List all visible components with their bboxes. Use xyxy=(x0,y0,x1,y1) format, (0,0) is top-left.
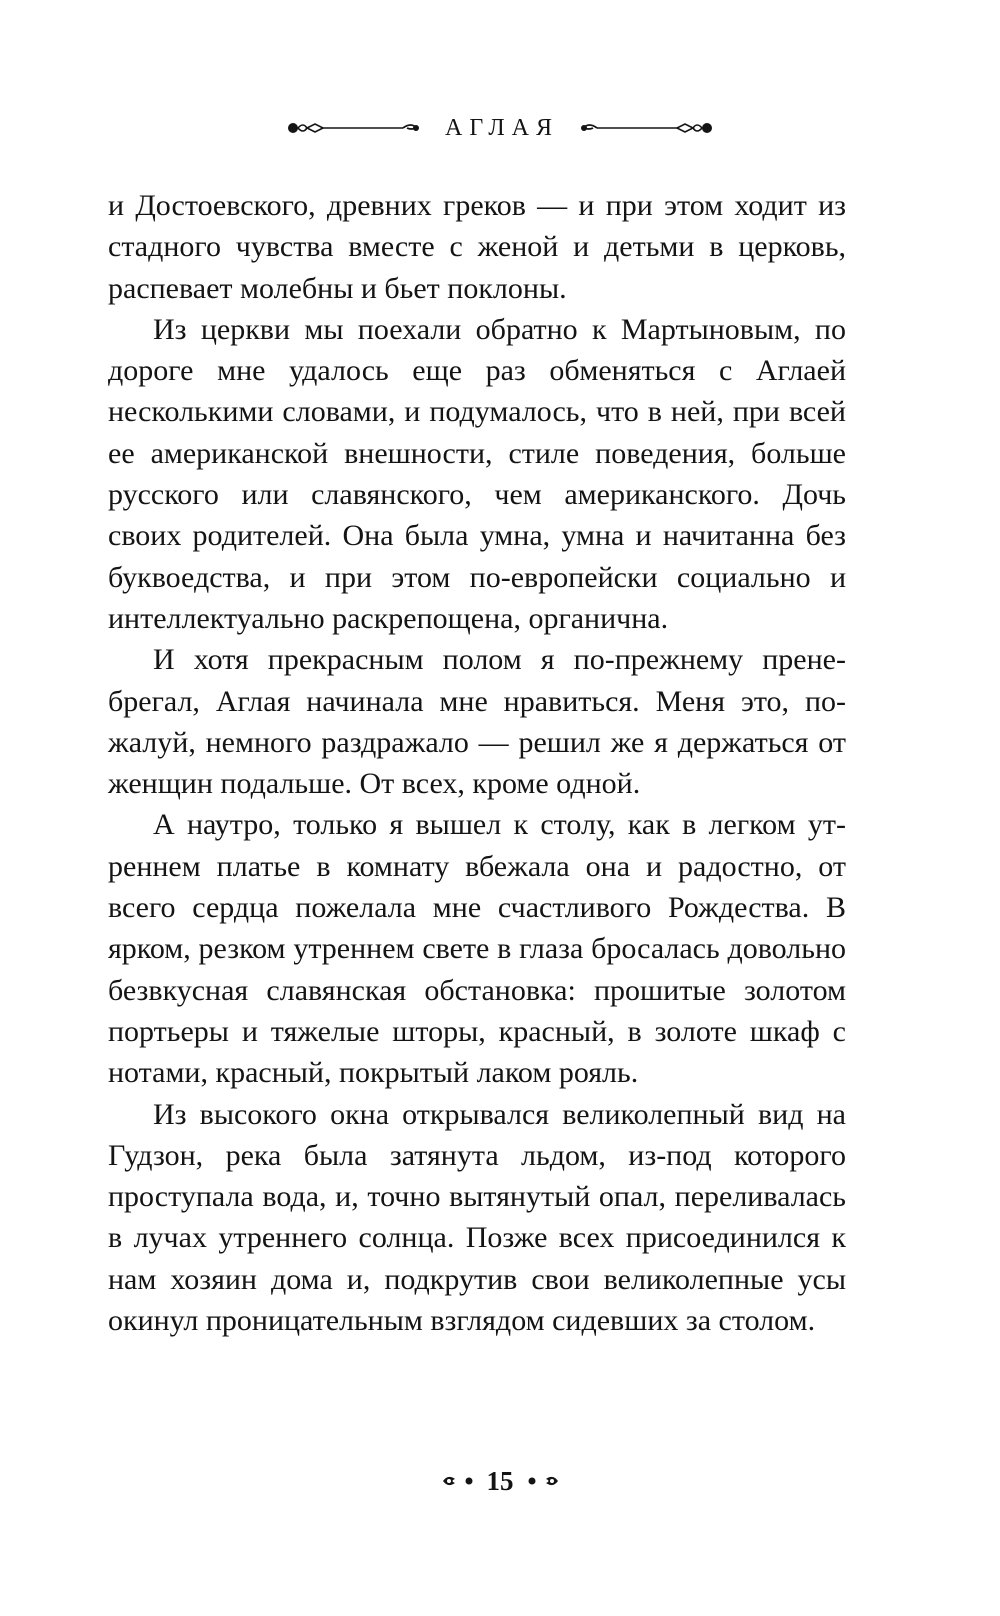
paragraph-2: Из церкви мы поехали обратно к Мартыновым, по дороге мне удалось еще раз обменяться с Аглаей несколькими словами, и подумалось, что в ней, при всей ее американской внешности, стиле поведения, больше русского или славянского, чем американского. Дочь своих родителей. Она была умна, умна и начитанна без буквоедства, и при этом по-европейски социально и интеллектуально раскрепощена, органична. xyxy=(108,312,846,635)
body-text xyxy=(108,185,846,1341)
paragraph-3: И хотя прекрасным полом я по-прежнему пренебрегал, Аглая начинала мне нравиться. Меня это, пожалуй, немного раздражало — решил же я держаться от женщин подальше. От всех, кроме одной. xyxy=(108,643,846,801)
left-flourish-icon xyxy=(285,116,425,140)
running-header xyxy=(0,108,1000,148)
paragraph-5: Из высокого окна открывался великолепный вид на Гудзон, река была затянута льдом, из-под которого проступала вода, и, точно вытянутый опал, переливалась в лучах утреннего солнца. Позже всех присоединился к нам хозяин дома и, подкрутив свои великолепные усы окинул проницательным взглядом сидевших за столом. xyxy=(108,1097,846,1338)
paragraph-4: А наутро, только я вышел к столу, как в легком утреннем платье в комнату вбежала она и радостно, от всего сердца пожелала мне счастливого Рождества. В ярком, резком утреннем свете в глаза бросалась довольно безвкусная славянская обстановка: прошитые золотом портьеры и тяжелые шторы, красный, в золоте шкаф с нотами, красный, покрытый лаком рояль. xyxy=(108,808,846,1090)
page-folio xyxy=(0,1463,1000,1499)
folio-left-ornament-icon xyxy=(439,1471,481,1491)
right-flourish-icon xyxy=(575,116,715,140)
paragraph-1: и Достоевского, древних греков — и при этом ходит из стадного чувства вместе с женой и детьми в церковь, распевает молебны и бьет поклоны. xyxy=(108,189,846,305)
page-number: 15 xyxy=(486,1465,514,1496)
running-header-title: АГЛАЯ xyxy=(444,115,560,141)
folio-right-ornament-icon xyxy=(520,1471,562,1491)
